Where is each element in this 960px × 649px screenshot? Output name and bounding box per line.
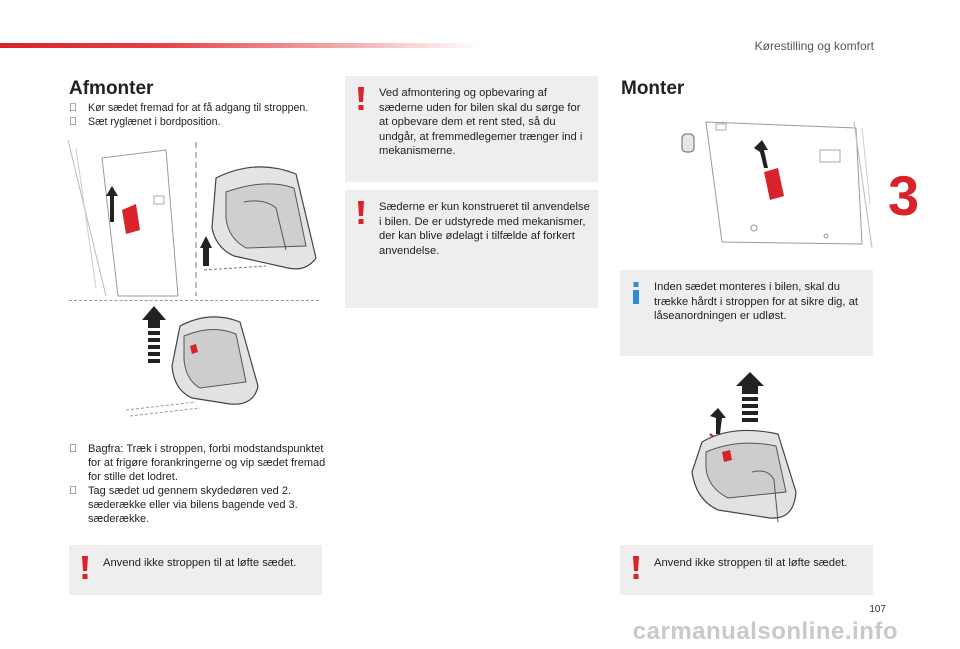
warning-box-usage — [345, 190, 598, 308]
info-box — [620, 270, 873, 356]
list-item: Sæt ryglænet i bordposition. — [69, 115, 327, 129]
check-box-bullet-icon — [69, 101, 88, 115]
list-item: Bagfra: Træk i stroppen, forbi modstandspunktet for at frigøre forankringerne og vip sædet fremad for stille det lodret. — [69, 442, 327, 484]
exclamation-icon — [81, 556, 89, 580]
watermark: carmanualsonline.info — [632, 618, 898, 645]
steps-top-list — [69, 101, 327, 129]
check-box-bullet-icon — [69, 484, 88, 526]
warning-box-left — [69, 545, 322, 595]
warning-box-storage — [345, 76, 598, 182]
exclamation-icon — [632, 556, 640, 580]
check-box-bullet-icon — [69, 115, 88, 129]
seat-install-illustration — [682, 372, 802, 532]
warning-text: Anvend ikke stroppen til at løfte sædet. — [654, 557, 848, 569]
seat-lift-illustration — [120, 306, 270, 430]
dashed-divider — [69, 300, 319, 301]
page-number: 107 — [869, 604, 886, 615]
header-accent-bar — [0, 43, 480, 48]
warning-text: Ved afmontering og opbevaring af sæderne uden for bilen skal du sørge for at opbevare dem et rent sted, så du undgår, at fremmedlegemer trænger ind i mekanismerne. — [379, 87, 583, 157]
exclamation-icon — [357, 201, 365, 225]
section-header: Kørestilling og komfort — [754, 39, 874, 53]
info-icon — [632, 282, 640, 304]
list-item: Tag sædet ud gennem skydedøren ved 2. sæderække eller via bilens bagende ved 3. sæderække. — [69, 484, 327, 526]
list-item: Kør sædet fremad for at få adgang til stroppen. — [69, 101, 327, 115]
section-title-monter: Monter — [621, 78, 685, 99]
steps-bottom-list — [69, 442, 327, 526]
section-title-afmonter: Afmonter — [69, 78, 154, 99]
chapter-number: 3 — [888, 164, 920, 227]
check-box-bullet-icon — [69, 442, 88, 484]
info-text: Inden sædet monteres i bilen, skal du trække hårdt i stroppen for at sikre dig, at låseanordningen er udløst. — [654, 281, 858, 322]
strap-pull-illustration — [676, 118, 874, 250]
warning-box-right — [620, 545, 873, 595]
seat-removal-illustration — [66, 138, 324, 298]
exclamation-icon — [357, 87, 365, 111]
warning-text: Sæderne er kun konstrueret til anvendelse i bilen. De er udstyrede med mekanismer, der kan blive ødelagt i tilfælde af forkert anvendelse. — [379, 201, 590, 257]
warning-text: Anvend ikke stroppen til at løfte sædet. — [103, 557, 297, 569]
